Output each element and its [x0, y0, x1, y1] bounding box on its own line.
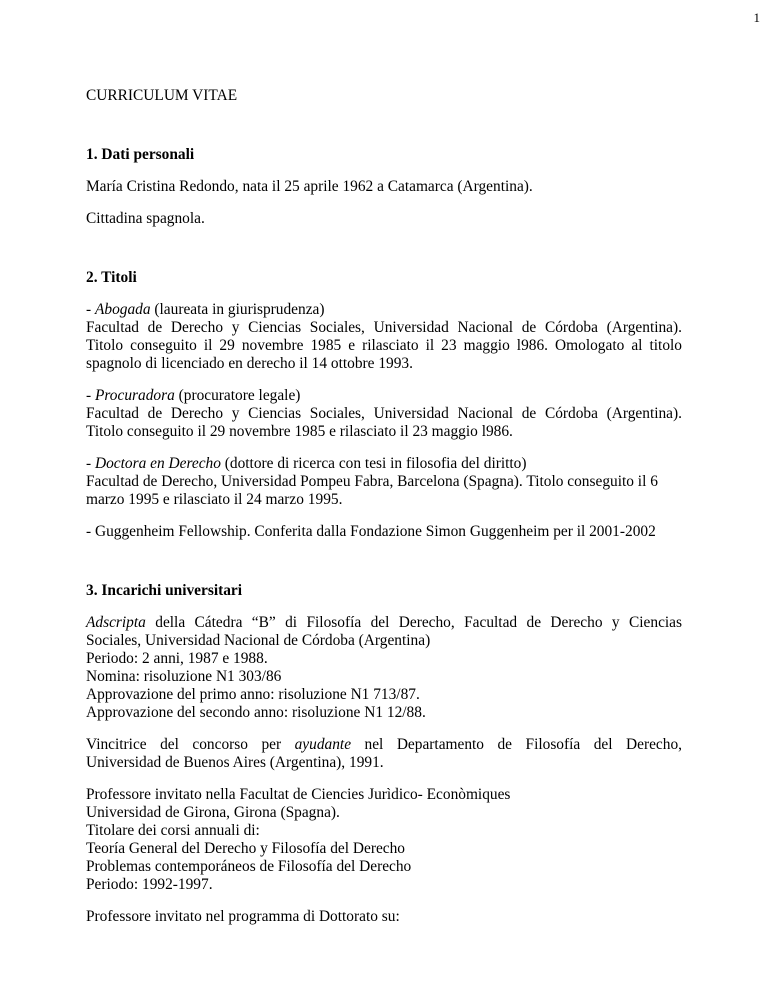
- document-title: CURRICULUM VITAE: [86, 87, 238, 104]
- title-abogada-dates: Titolo conseguito il 29 novembre 1985 e rilasciato il 23 maggio l986. Omologato al titolo: [86, 337, 682, 354]
- position-girona-university: Universidad de Girona, Girona (Spagna).: [86, 804, 340, 821]
- position-ayudante-line: [86, 736, 682, 754]
- page-number: 1: [753, 10, 760, 25]
- title-guggenheim: - Guggenheim Fellowship. Conferita dalla Fondazione Simon Guggenheim per il 2001-2002: [86, 523, 656, 540]
- title-name: Doctora en Derecho: [94, 455, 221, 472]
- position-girona-course-1: Teoría General del Derecho y Filosofía del Derecho: [86, 840, 405, 857]
- title-doctora-institution: Facultad de Derecho, Universidad Pompeu Fabra, Barcelona (Spagna). Titolo conseguito il 6: [86, 473, 658, 490]
- position-adscripta-period: Periodo: 2 anni, 1987 e 1988.: [86, 650, 268, 667]
- title-prefix: -: [86, 387, 95, 404]
- position-adscripta-institution: Sociales, Universidad Nacional de Córdoba (Argentina): [86, 632, 431, 649]
- title-prefix: -: [86, 301, 95, 318]
- position-doctorate-line: Professore invitato nel programma di Dottorato su:: [86, 908, 400, 925]
- section-heading-university-positions: 3. Incarichi universitari: [86, 582, 243, 599]
- position-girona-course-2: Problemas contemporáneos de Filosofía del Derecho: [86, 858, 412, 875]
- title-abogada-institution: Facultad de Derecho y Ciencias Sociales, Universidad Nacional de Córdoba (Argentina).: [86, 319, 682, 336]
- section-heading-personal-data: 1. Dati personali: [86, 146, 195, 163]
- section-heading-titles: 2. Titoli: [86, 269, 137, 286]
- title-procuradora-dates: Titolo conseguito il 29 novembre 1985 e rilasciato il 23 maggio l986.: [86, 423, 513, 440]
- position-girona-courses-intro: Titolare dei corsi annuali di:: [86, 822, 260, 839]
- title-procuradora-institution: Facultad de Derecho y Ciencias Sociales, Universidad Nacional de Córdoba (Argentina).: [86, 405, 682, 422]
- position-adscripta-line: [86, 614, 682, 632]
- title-note: (procuratore legale): [174, 387, 301, 404]
- title-name: Abogada: [94, 301, 151, 318]
- title-note: (dottore di ricerca con tesi in filosofia del diritto): [220, 455, 527, 472]
- title-abogada-line: [86, 301, 324, 319]
- position-girona-line: Professore invitato nella Facultat de Ciencies Jurìdico- Econòmiques: [86, 786, 511, 803]
- position-adscripta-nomination: Nomina: risoluzione N1 303/86: [86, 668, 282, 685]
- position-title: ayudante: [294, 736, 352, 753]
- position-girona-period: Periodo: 1992-1997.: [86, 876, 213, 893]
- title-procuradora-line: [86, 387, 300, 405]
- title-name: Procuradora: [94, 387, 175, 404]
- position-desc: della Cátedra “B” di Filosofía del Derecho, Facultad de Derecho y Ciencias: [145, 614, 682, 631]
- title-doctora-dates: marzo 1995 e rilasciato il 24 marzo 1995.: [86, 491, 343, 508]
- personal-birth-info: María Cristina Redondo, nata il 25 aprile 1962 a Catamarca (Argentina).: [86, 178, 533, 195]
- title-prefix: -: [86, 455, 95, 472]
- position-adscripta-approval-1: Approvazione del primo anno: risoluzione N1 713/87.: [86, 686, 420, 703]
- title-abogada-homologation: spagnolo di licenciado en derecho il 14 ottobre 1993.: [86, 355, 413, 372]
- title-note: (laureata in giurisprudenza): [150, 301, 325, 318]
- position-desc: Vincitrice del concorso per: [86, 736, 295, 753]
- personal-citizenship: Cittadina spagnola.: [86, 210, 205, 227]
- position-ayudante-institution: Universidad de Buenos Aires (Argentina), 1991.: [86, 754, 384, 771]
- position-desc: nel Departamento de Filosofía del Derecho,: [351, 736, 682, 753]
- position-title: Adscripta: [86, 614, 146, 631]
- position-adscripta-approval-2: Approvazione del secondo anno: risoluzione N1 12/88.: [86, 704, 426, 721]
- title-doctora-line: [86, 455, 527, 473]
